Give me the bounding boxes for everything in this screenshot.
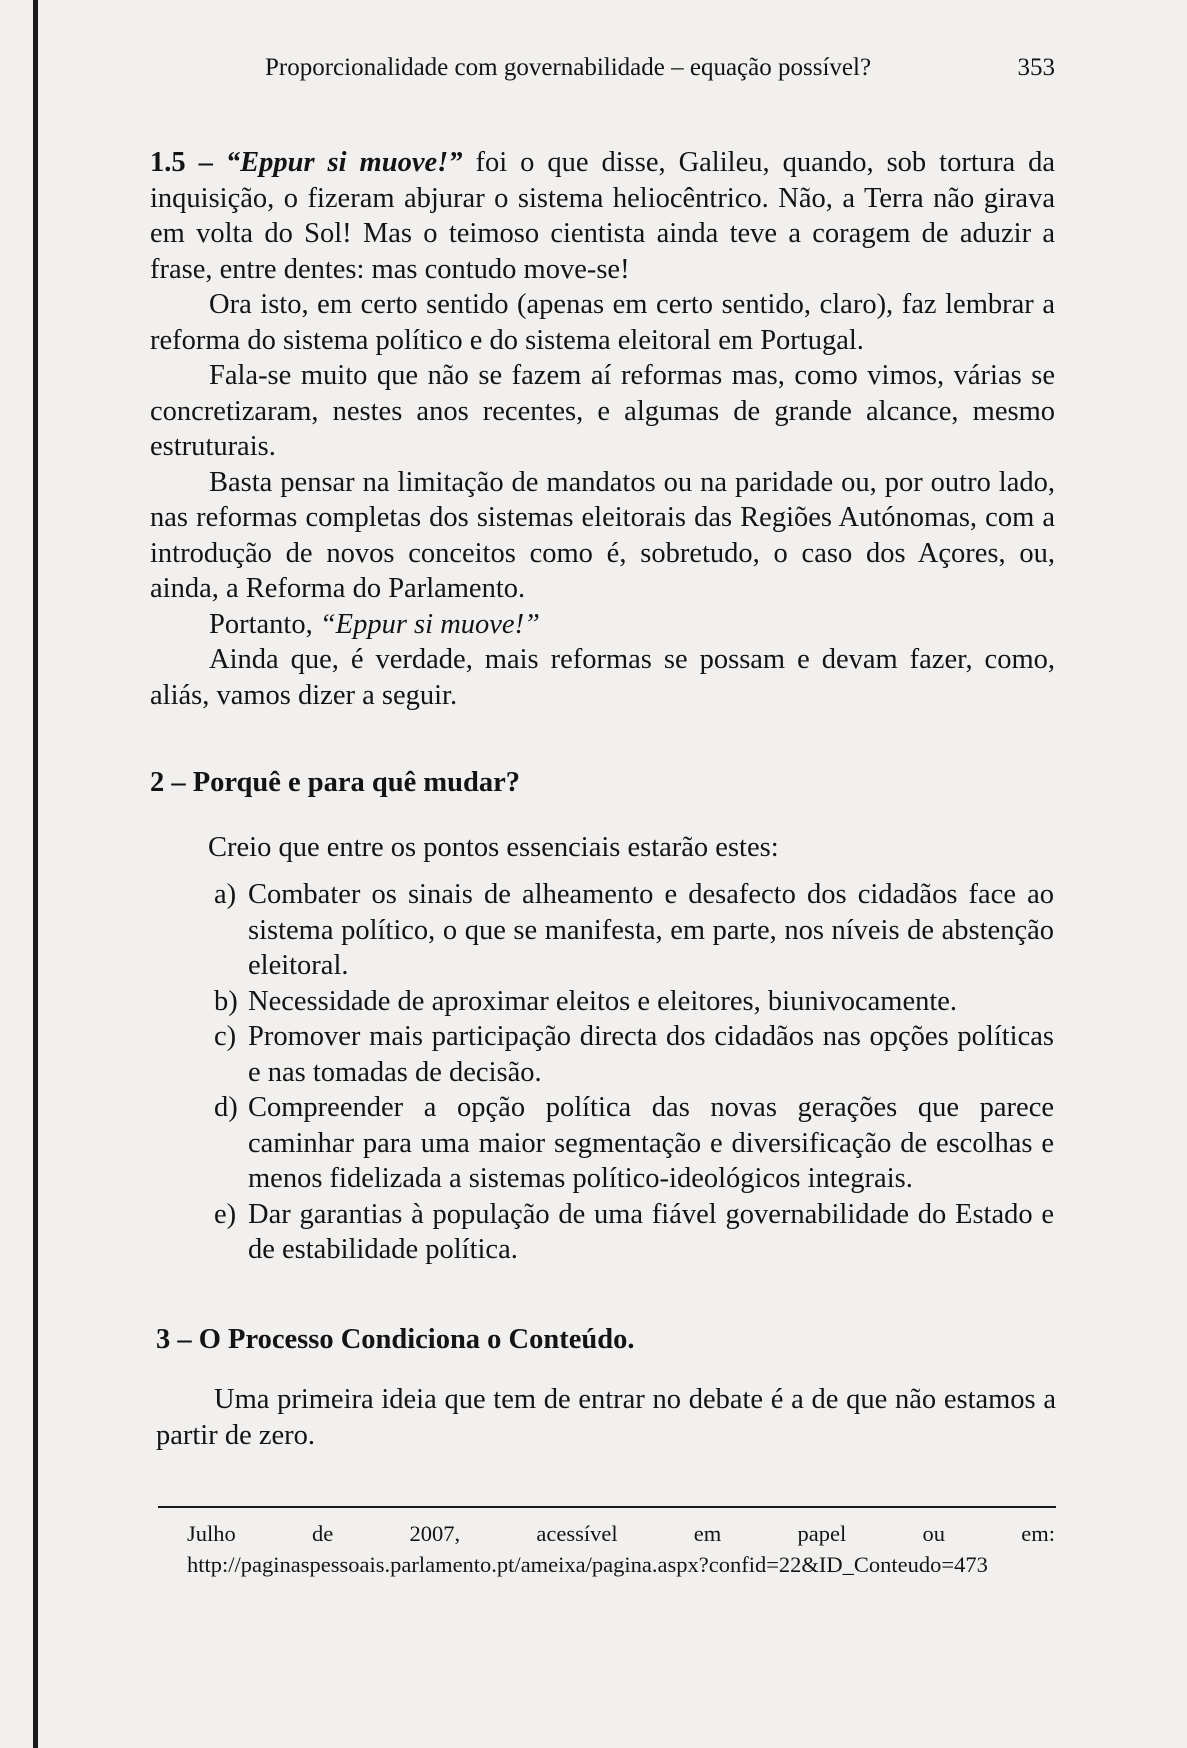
book-spine-edge [33, 0, 38, 1748]
section-1-5-paragraph-1 [150, 145, 1055, 287]
eppur-quote: “Eppur si muove!” [225, 147, 463, 178]
page-number: 353 [1017, 54, 1055, 81]
list-item-text: Necessidade de aproximar eleitos e eleitores, biunivocamente. [248, 985, 958, 1017]
section-1-5-paragraph-2: Ora isto, em certo sentido (apenas em certo sentido, claro), faz lembrar a reforma do sistema político e do sistema eleitoral em Portugal. [150, 289, 1055, 356]
running-header-title: Proporcionalidade com governabilidade – equação possível? [265, 54, 872, 81]
footnote-divider [158, 1506, 1056, 1508]
section-number: 1.5 – [150, 147, 213, 178]
section-3-paragraph-1: Uma primeira ideia que tem de entrar no debate é a de que não estamos a partir de zero. [156, 1384, 1056, 1451]
paragraph-text: foi o que disse, Galileu, quando, sob tortura da inquisição, o fizeram abjurar o sistema heliocêntrico. Não, a Terra não girava em volta do Sol! Mas o teimoso cientista ainda teve a coragem de aduzir a frase, entre dentes: mas contudo move-se! [150, 147, 1056, 285]
section-1-5-paragraph-5 [150, 607, 1055, 643]
paragraph-text: Portanto, [209, 608, 320, 640]
list-item-label: c) [214, 1021, 237, 1052]
list-item-text: Promover mais participação directa dos cidadãos nas opções políticas e nas tomadas de decisão. [248, 1021, 1054, 1088]
list-item [214, 984, 1054, 1020]
section-2-intro: Creio que entre os pontos essenciais estarão estes: [208, 832, 779, 863]
section-1-5-paragraph-4: Basta pensar na limitação de mandatos ou na paridade ou, por outro lado, nas reformas completas dos sistemas eleitorais das Regiões Autónomas, com a introdução de novos conceitos como é, sobretudo, o caso dos Açores, ou, ainda, a Reforma do Parlamento. [150, 466, 1055, 604]
book-page [150, 0, 1060, 1748]
essential-points-list [214, 877, 1054, 1268]
list-item [214, 1019, 1054, 1090]
section-1-5-paragraph-6: Ainda que, é verdade, mais reformas se possam e devam fazer, como, aliás, vamos dizer a seguir. [150, 644, 1055, 711]
list-item-text: Compreender a opção política das novas gerações que parece caminhar para uma maior segmentação e diversificação de escolhas e menos fidelizada a sistemas político-ideológicos integrais. [248, 1092, 1054, 1194]
section-2-heading: 2 – Porquê e para quê mudar? [150, 767, 520, 798]
list-item [214, 1197, 1054, 1268]
list-item-label: e) [214, 1198, 237, 1230]
list-item-label: b) [214, 985, 238, 1017]
list-item-text: Dar garantias à população de uma fiável governabilidade do Estado e de estabilidade política. [248, 1198, 1054, 1265]
list-item [214, 1090, 1054, 1197]
footnote-text: Julho de 2007, acessível em papel ou em: http://paginaspessoais.parlamento.pt/ameixa/pagina.aspx?confid=22&ID_Conteudo=473 [187, 1521, 1055, 1577]
eppur-quote-italic: “Eppur si muove!” [319, 608, 540, 640]
list-item-label: d) [214, 1092, 238, 1123]
list-item [214, 877, 1054, 984]
footnote [187, 1518, 1055, 1580]
section-1-5 [150, 145, 1055, 713]
section-3-body [156, 1382, 1056, 1454]
section-3-heading: 3 – O Processo Condiciona o Conteúdo. [156, 1324, 635, 1355]
section-1-5-paragraph-3: Fala-se muito que não se fazem aí reformas mas, como vimos, várias se concretizaram, nestes anos recentes, e algumas de grande alcance, mesmo estruturais. [150, 360, 1055, 462]
list-item-label: a) [214, 879, 237, 910]
list-item-text: Combater os sinais de alheamento e desafecto dos cidadãos face ao sistema político, o que se manifesta, em parte, nos níveis de abstenção eleitoral. [248, 879, 1054, 981]
